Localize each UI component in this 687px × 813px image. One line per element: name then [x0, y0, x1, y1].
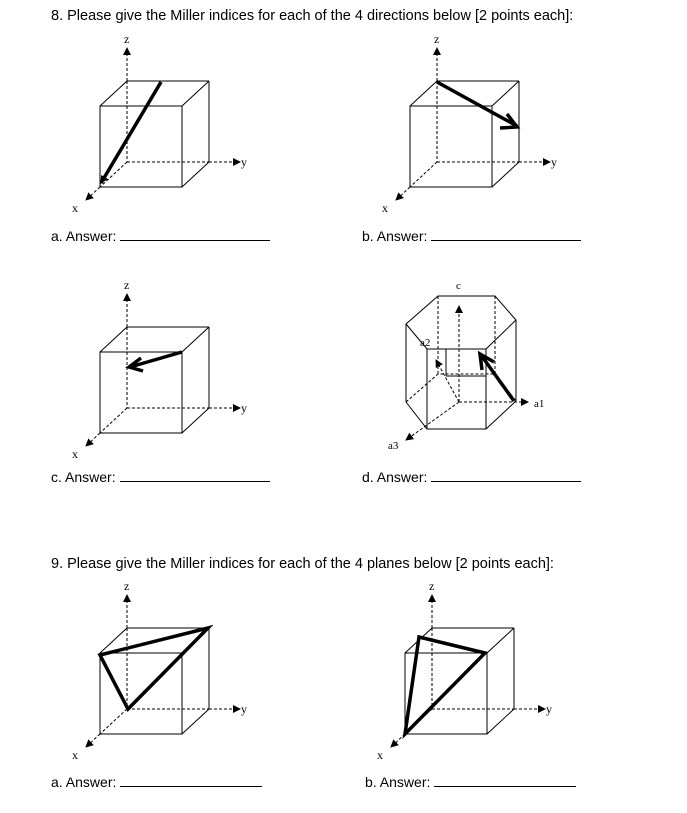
axis-label-y: y	[241, 702, 247, 716]
question-9-title: 9. Please give the Miller indices for each of the 4 planes below [2 points each]:	[51, 556, 554, 572]
answer-blank[interactable]	[431, 469, 581, 482]
axis-label-y: y	[241, 155, 247, 169]
plane-triangle-9b	[405, 637, 485, 734]
axis-label-z: z	[124, 579, 130, 593]
axis-label-y: y	[546, 702, 552, 716]
answer-8a	[51, 228, 270, 244]
axis-label-z: z	[124, 32, 130, 46]
answer-8b	[362, 228, 581, 244]
answer-label: b. Answer:	[362, 228, 428, 244]
answer-8c	[51, 469, 270, 485]
axis-label-c: c	[456, 280, 461, 292]
answer-label: a. Answer:	[51, 774, 117, 790]
cube-diagram-8c	[70, 276, 260, 466]
axis-label-a1: a1	[534, 398, 545, 410]
answer-label: b. Answer:	[365, 774, 431, 790]
cube-diagram-8a	[70, 30, 260, 220]
direction-arrow-8b	[437, 82, 517, 126]
question-8-title: 8. Please give the Miller indices for each of the 4 directions below [2 points each]:	[51, 8, 574, 24]
answer-blank[interactable]	[120, 774, 262, 787]
plane-triangle-9a	[100, 628, 208, 709]
answer-blank[interactable]	[120, 228, 270, 241]
axis-label-x: x	[377, 748, 383, 762]
answer-label: a. Answer:	[51, 228, 117, 244]
axis-label-a2: a2	[420, 337, 431, 349]
axis-label-z: z	[434, 32, 440, 46]
answer-9b	[365, 774, 576, 790]
cube-diagram-9b	[375, 577, 565, 767]
answer-label: d. Answer:	[362, 469, 428, 485]
axis-label-x: x	[382, 201, 388, 215]
answer-blank[interactable]	[434, 774, 576, 787]
answer-9a	[51, 774, 262, 790]
cube-diagram-9a	[70, 577, 260, 767]
cube-diagram-8b	[380, 30, 570, 220]
answer-blank[interactable]	[431, 228, 581, 241]
hexagonal-prism-diagram-8d	[380, 276, 580, 466]
answer-label: c. Answer:	[51, 469, 116, 485]
answer-8d	[362, 469, 581, 485]
answer-blank[interactable]	[120, 469, 270, 482]
axis-label-z: z	[124, 278, 130, 292]
axis-label-x: x	[72, 748, 78, 762]
axis-label-y: y	[551, 155, 557, 169]
axis-label-a3: a3	[388, 440, 399, 452]
axis-label-z: z	[429, 579, 435, 593]
axis-label-x: x	[72, 447, 78, 461]
axis-label-x: x	[72, 201, 78, 215]
axis-label-y: y	[241, 401, 247, 415]
